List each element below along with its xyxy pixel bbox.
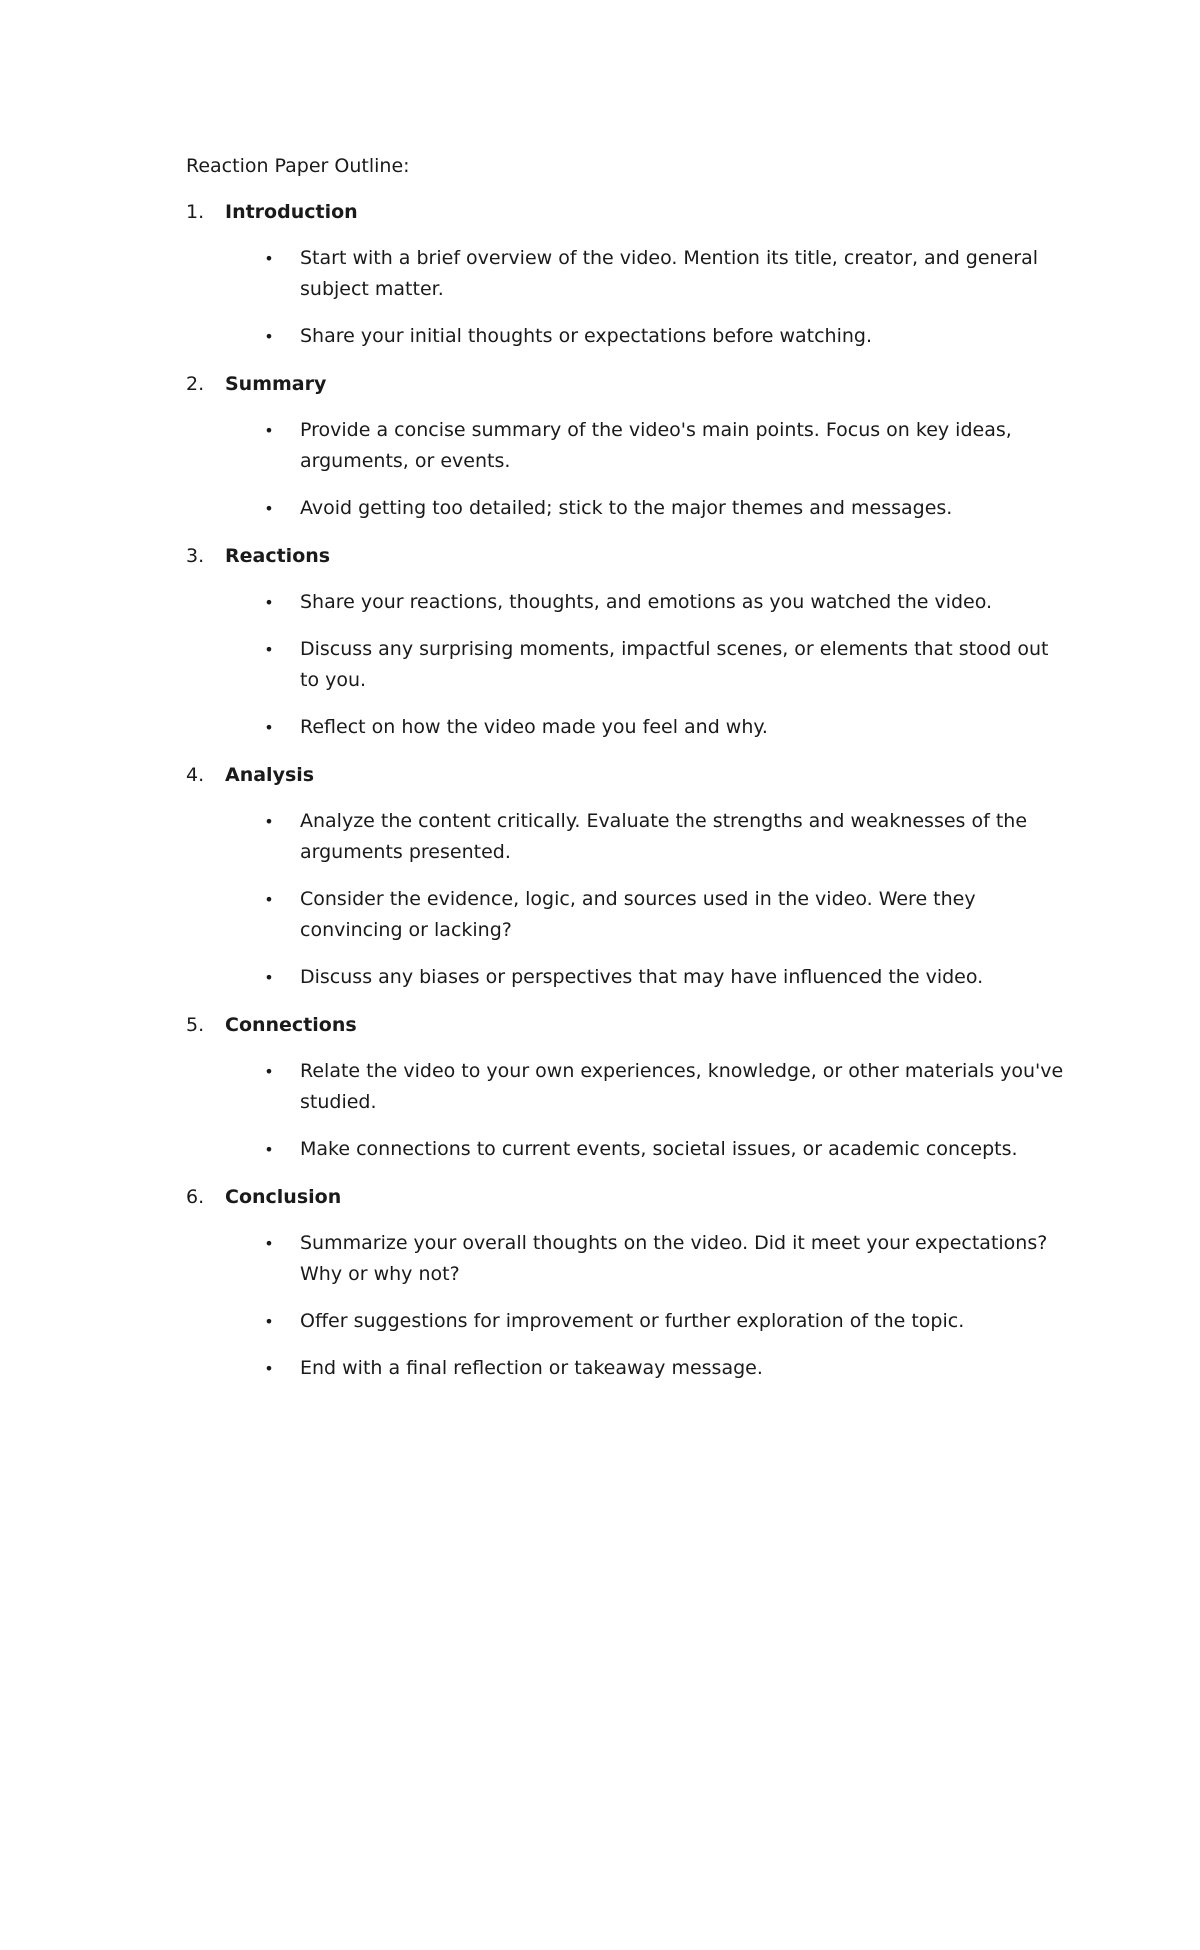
- bullet-text: Consider the evidence, logic, and sources used in the video. Were they convincing or lacking?: [300, 888, 976, 941]
- section-header: [186, 1182, 1066, 1212]
- section-number: 1.: [186, 201, 205, 223]
- section-header: [186, 760, 1066, 790]
- section-header: [186, 541, 1066, 571]
- bullet-icon: •: [264, 1234, 274, 1253]
- bullet-text: End with a final reflection or takeaway message.: [300, 1357, 763, 1379]
- bullet-text: Provide a concise summary of the video's main points. Focus on key ideas, arguments, or events.: [300, 419, 1012, 472]
- bullet-text: Discuss any surprising moments, impactful scenes, or elements that stood out to you.: [300, 638, 1049, 691]
- outline-section: [186, 369, 1066, 524]
- bullet-icon: •: [264, 1359, 274, 1378]
- section-number: 3.: [186, 545, 205, 567]
- bullet-item: [186, 962, 1066, 993]
- bullet-list: [186, 415, 1066, 524]
- bullet-icon: •: [264, 1140, 274, 1159]
- section-number: 6.: [186, 1186, 205, 1208]
- outline-section: [186, 1182, 1066, 1384]
- bullet-item: [186, 884, 1066, 946]
- bullet-icon: •: [264, 421, 274, 440]
- bullet-text: Analyze the content critically. Evaluate the strengths and weaknesses of the arguments presented.: [300, 810, 1028, 863]
- bullet-item: [186, 321, 1066, 352]
- bullet-text: Summarize your overall thoughts on the video. Did it meet your expectations? Why or why not?: [300, 1232, 1048, 1285]
- section-heading: Introduction: [225, 201, 358, 223]
- section-heading: Conclusion: [225, 1186, 342, 1208]
- bullet-icon: •: [264, 812, 274, 831]
- bullet-item: [186, 587, 1066, 618]
- bullet-icon: •: [264, 890, 274, 909]
- section-heading: Reactions: [225, 545, 331, 567]
- section-number: 2.: [186, 373, 205, 395]
- section-number: 5.: [186, 1014, 205, 1036]
- bullet-icon: •: [264, 1062, 274, 1081]
- bullet-icon: •: [264, 1312, 274, 1331]
- bullet-item: [186, 243, 1066, 305]
- bullet-icon: •: [264, 249, 274, 268]
- bullet-item: [186, 1306, 1066, 1337]
- section-heading: Analysis: [225, 764, 315, 786]
- bullet-item: [186, 1056, 1066, 1118]
- bullet-item: [186, 1134, 1066, 1165]
- bullet-icon: •: [264, 718, 274, 737]
- bullet-icon: •: [264, 499, 274, 518]
- bullet-text: Make connections to current events, societal issues, or academic concepts.: [300, 1138, 1018, 1160]
- section-header: [186, 197, 1066, 227]
- bullet-list: [186, 587, 1066, 743]
- outline-section: [186, 541, 1066, 743]
- document-title: Reaction Paper Outline:: [186, 155, 410, 177]
- bullet-text: Discuss any biases or perspectives that may have influenced the video.: [300, 966, 984, 988]
- bullet-list: [186, 1228, 1066, 1384]
- section-header: [186, 1010, 1066, 1040]
- outline-section: [186, 760, 1066, 993]
- bullet-text: Share your reactions, thoughts, and emotions as you watched the video.: [300, 591, 993, 613]
- outline-section: [186, 197, 1066, 352]
- section-heading: Connections: [225, 1014, 357, 1036]
- bullet-item: [186, 493, 1066, 524]
- bullet-text: Relate the video to your own experiences, knowledge, or other materials you've studied.: [300, 1060, 1064, 1113]
- bullet-item: [186, 634, 1066, 696]
- bullet-icon: •: [264, 593, 274, 612]
- bullet-text: Reflect on how the video made you feel and why.: [300, 716, 768, 738]
- bullet-item: [186, 1228, 1066, 1290]
- bullet-item: [186, 712, 1066, 743]
- bullet-item: [186, 1353, 1066, 1384]
- bullet-text: Share your initial thoughts or expectations before watching.: [300, 325, 872, 347]
- bullet-icon: •: [264, 640, 274, 659]
- bullet-item: [186, 806, 1066, 868]
- outline-section: [186, 1010, 1066, 1165]
- bullet-list: [186, 1056, 1066, 1165]
- bullet-item: [186, 415, 1066, 477]
- bullet-text: Offer suggestions for improvement or further exploration of the topic.: [300, 1310, 965, 1332]
- bullet-text: Avoid getting too detailed; stick to the major themes and messages.: [300, 497, 953, 519]
- bullet-icon: •: [264, 327, 274, 346]
- section-heading: Summary: [225, 373, 327, 395]
- bullet-icon: •: [264, 968, 274, 987]
- section-header: [186, 369, 1066, 399]
- section-number: 4.: [186, 764, 205, 786]
- outline-sections: [186, 197, 1066, 1401]
- bullet-list: [186, 243, 1066, 352]
- bullet-text: Start with a brief overview of the video. Mention its title, creator, and general subject matter.: [300, 247, 1039, 300]
- bullet-list: [186, 806, 1066, 993]
